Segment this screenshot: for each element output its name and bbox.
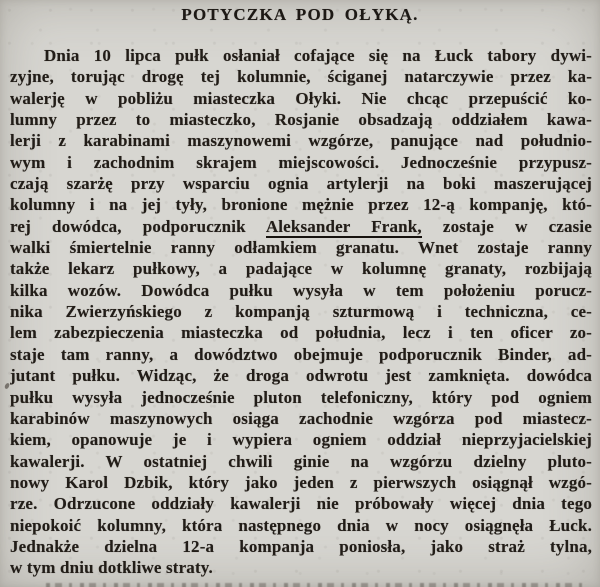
body-text-paragraph	[10, 45, 592, 579]
text-segment: niepokoić kolumny, która następnego dnia w nocy osiągnęła Łuck.	[10, 515, 592, 535]
text-line-18	[10, 408, 592, 429]
text-segment: wym i zachodnim skrajem miejscowości. Jednocześnie przypusz-	[10, 152, 592, 172]
text-segment: rze. Odrzucone oddziały kawalerji nie próbowały więcej dnia tego	[10, 494, 592, 514]
text-line-20	[10, 451, 592, 472]
text-line-10	[10, 237, 592, 258]
text-segment: jutant pułku. Widząc, że droga odwrotu jest zamknięta. dowódca	[10, 366, 592, 386]
text-line-25	[10, 557, 592, 578]
underlined-person-name: Aleksander Frank,	[266, 217, 422, 239]
text-line-15	[10, 344, 592, 365]
text-line-8	[10, 194, 592, 215]
text-segment: lerji z karabinami maszynowemi wzgórze, panujące nad południo-	[10, 131, 592, 151]
text-segment: Dnia 10 lipca pułk osłaniał cofające się na Łuck tabory dywi-	[44, 46, 592, 65]
text-line-1	[10, 45, 592, 66]
text-line-4	[10, 109, 592, 130]
text-segment: Jednakże dzielna 12-a kompanja poniosła, jako straż tylna,	[10, 536, 592, 556]
text-segment: nika Zwierzyńskiego z kompanją szturmową i techniczna, ce-	[10, 302, 592, 322]
text-segment: walerję w pobliżu miasteczka Ołyki. Nie chcąc przepuścić ko-	[10, 88, 592, 108]
text-line-7	[10, 173, 592, 194]
text-segment: w tym dniu dotkliwe straty.	[10, 558, 213, 578]
text-segment: nowy Karol Dzbik, który jako jeden z pierwszych osiągnął wzgó-	[10, 472, 592, 492]
partial-letter-tops	[46, 583, 586, 587]
text-line-6	[10, 152, 592, 173]
page-title: POTYCZKA POD OŁYKĄ.	[181, 5, 419, 24]
text-line-5	[10, 130, 592, 151]
text-line-21	[10, 472, 592, 493]
text-segment: kolumny i na jej tyły, bronione mężnie przez 12-ą kompanję, któ-	[10, 195, 592, 215]
cutoff-next-paragraph-line	[0, 581, 600, 587]
text-line-16	[10, 365, 592, 386]
text-segment: czają szarżę przy wsparciu ognia artylerji na boki maszerującej	[10, 174, 592, 194]
text-segment: lem zabezpieczenia miasteczka od południa, lecz i ten oficer zo-	[10, 323, 592, 343]
text-segment: pułku wysyła jednocześnie pluton telefoniczny, który pod ogniem	[10, 387, 592, 407]
text-segment: kilka wozów. Dowódca pułku wysyła w tem położeniu porucz-	[10, 280, 592, 300]
text-line-23	[10, 515, 592, 536]
text-segment: kawalerji. W ostatniej chwili ginie na wzgórzu dzielny pluto-	[10, 451, 592, 471]
text-line-22	[10, 493, 592, 514]
text-segment: zostaje w czasie	[421, 216, 592, 236]
text-line-9	[10, 216, 592, 237]
text-line-17	[10, 387, 592, 408]
text-segment: zyjne, torując drogę tej kolumnie, ściganej natarczywie przez ka-	[10, 67, 592, 87]
text-segment: staje tam ranny, a dowództwo obejmuje podporucznik Binder, ad-	[10, 344, 592, 364]
text-line-24	[10, 536, 592, 557]
text-segment: kiem, opanowuje je i wypiera ogniem oddział nieprzyjacielskiej	[10, 430, 592, 450]
text-segment: walki śmiertelnie ranny odłamkiem granatu. Wnet zostaje ranny	[10, 238, 592, 258]
text-segment: także lekarz pułkowy, a padające w kolumnę granaty, rozbijają	[10, 259, 592, 279]
text-line-11	[10, 258, 592, 279]
text-line-14	[10, 322, 592, 343]
text-line-2	[10, 66, 592, 87]
text-line-19	[10, 429, 592, 450]
text-segment: karabinów maszynowych osiąga zachodnie wzgórza pod miastecz-	[10, 408, 592, 428]
scan-artifact-speck	[4, 383, 10, 390]
text-segment: lumny przez to miasteczko, Rosjanie obsadzają oddziałem kawa-	[10, 110, 592, 130]
text-line-13	[10, 301, 592, 322]
text-line-12	[10, 280, 592, 301]
text-line-3	[10, 88, 592, 109]
text-segment: rej dowódca, podporucznik	[10, 216, 266, 236]
